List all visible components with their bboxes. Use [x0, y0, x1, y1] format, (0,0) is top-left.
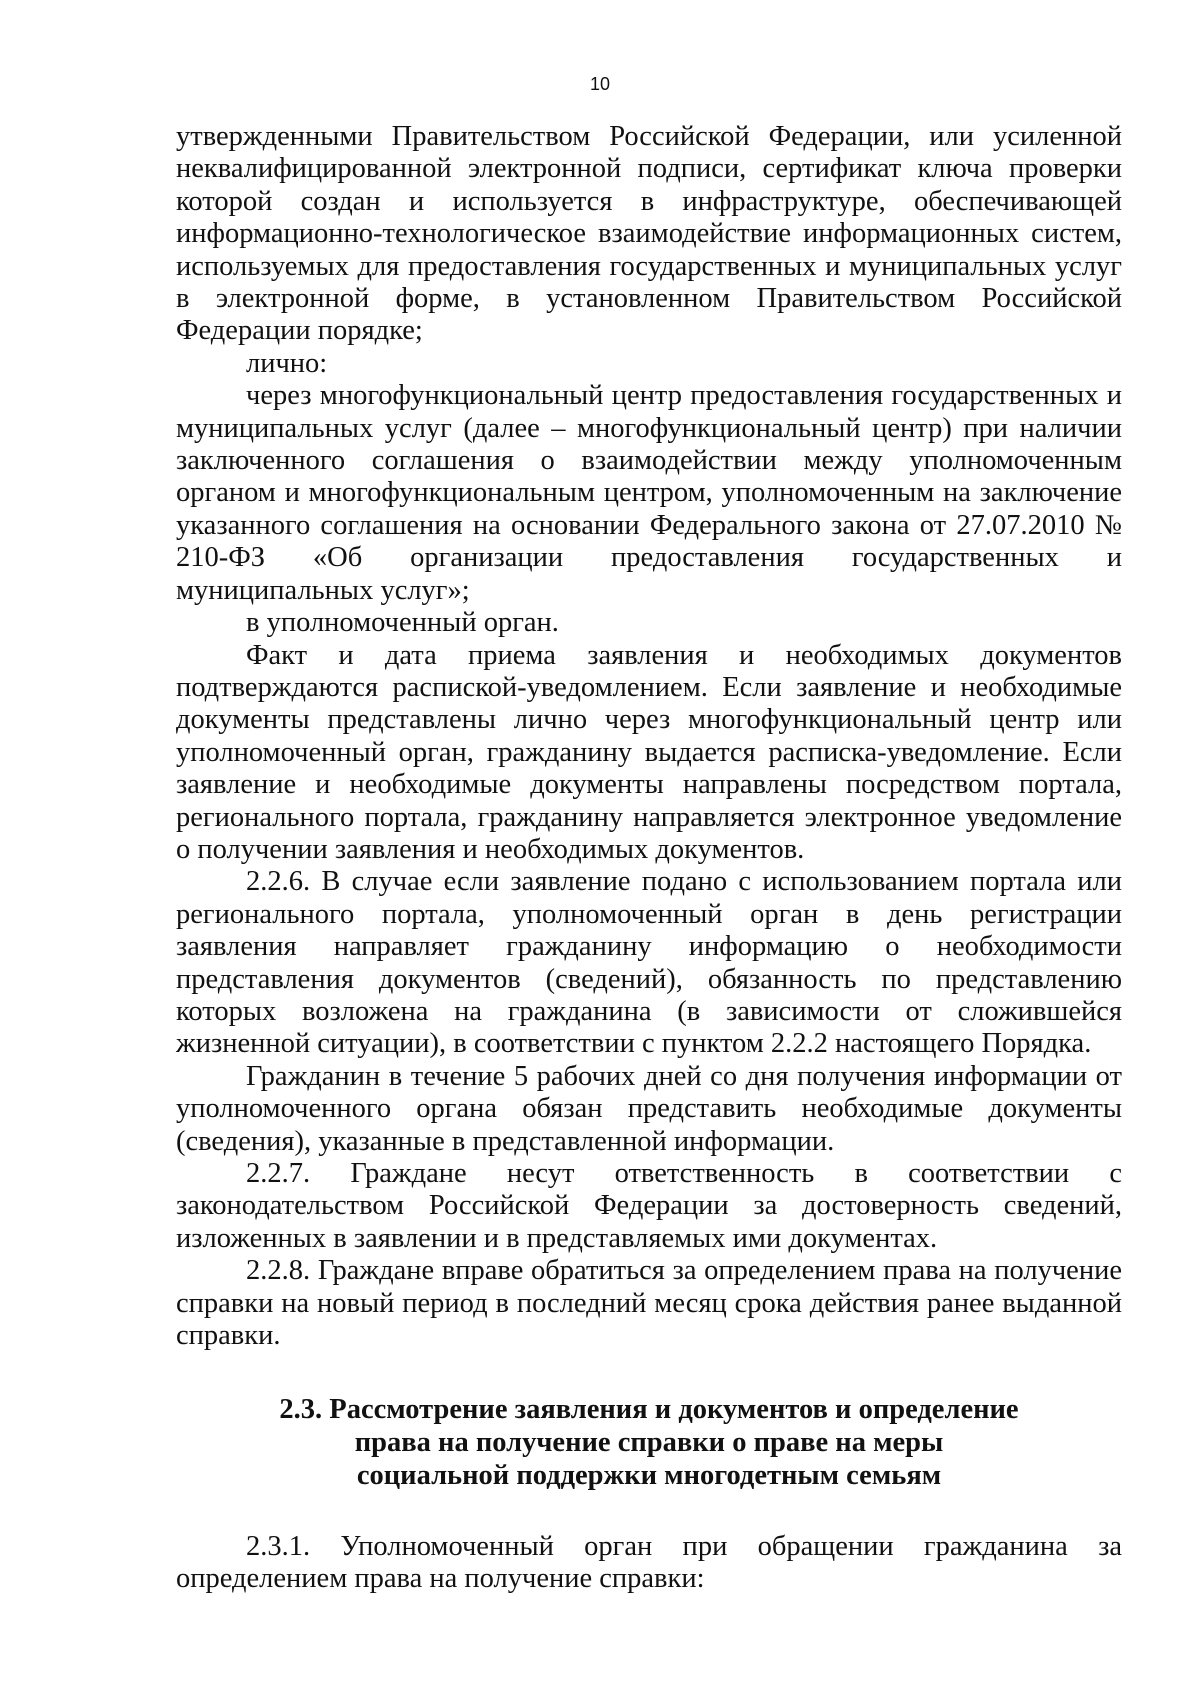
- paragraph: 2.2.7. Граждане несут ответственность в соответствии с законодательством Российской Федерации за достоверность сведений, изложенных в заявлении и в представляемых ими документах.: [176, 1158, 1122, 1254]
- paragraph: лично:: [246, 347, 328, 379]
- paragraph: Факт и дата приема заявления и необходимых документов подтверждаются распиской-уведомлением. Если заявление и необходимые документы представлены лично через многофункциональный центр или уполномоченный орган, гражданину выдается расписка-уведомление. Если заявление и необходимые документы направлены посредством портала, регионального портала, гражданину направляется электронное уведомление о получении заявления и необходимых документов.: [176, 639, 1122, 865]
- section-text: [176, 1531, 1122, 1596]
- main-text: [176, 121, 1122, 1352]
- paragraph: Гражданин в течение 5 рабочих дней со дня получения информации от уполномоченного органа обязан представить необходимые документы (сведения), указанные в представленной информации.: [176, 1060, 1122, 1157]
- paragraph: 2.2.6. В случае если заявление подано с использованием портала или регионального портала, уполномоченный орган в день регистрации заявления направляет гражданину информацию о необходимости представления документов (сведений), обязанность по представлению которых возложена на гражданина (в зависимости от сложившейся жизненной ситуации), в соответствии с пунктом 2.2.2 настоящего Порядка.: [176, 866, 1122, 1060]
- paragraph: утвержденными Правительством Российской Федерации, или усиленной неквалифицированной электронной подписи, сертификат ключа проверки которой создан и используется в инфраструктуре, обеспечивающей информационно-технологическое взаимодействие информационных систем, используемых для предоставления государственных и муниципальных услуг в электронной форме, в установленном Правительством Российской Федерации порядке;: [176, 121, 1122, 347]
- section-heading-line: социальной поддержки многодетным семьям: [356, 1460, 942, 1491]
- paragraph: через многофункциональный центр предоставления государственных и муниципальных услуг (далее – многофункциональный центр) при наличии заключенного соглашения о взаимодействии между уполномоченным органом и многофункциональным центром, уполномоченным на заключение указанного соглашения на основании Федерального закона от 27.07.2010 № 210-ФЗ «Об организации предоставления государственных и муниципальных услуг»;: [176, 380, 1122, 606]
- section-heading: [176, 1393, 1122, 1492]
- section-heading-line: 2.3. Рассмотрение заявления и документов и определение: [279, 1394, 1019, 1425]
- paragraph: в уполномоченный орган.: [246, 607, 559, 639]
- page-number: 10: [589, 74, 611, 94]
- paragraph: 2.3.1. Уполномоченный орган при обращении гражданина за определением права на получение справки:: [176, 1531, 1122, 1595]
- paragraph: 2.2.8. Граждане вправе обратиться за определением права на получение справки на новый период в последний месяц срока действия ранее выданной справки.: [176, 1255, 1122, 1352]
- section-heading-line: права на получение справки о праве на меры: [354, 1427, 944, 1458]
